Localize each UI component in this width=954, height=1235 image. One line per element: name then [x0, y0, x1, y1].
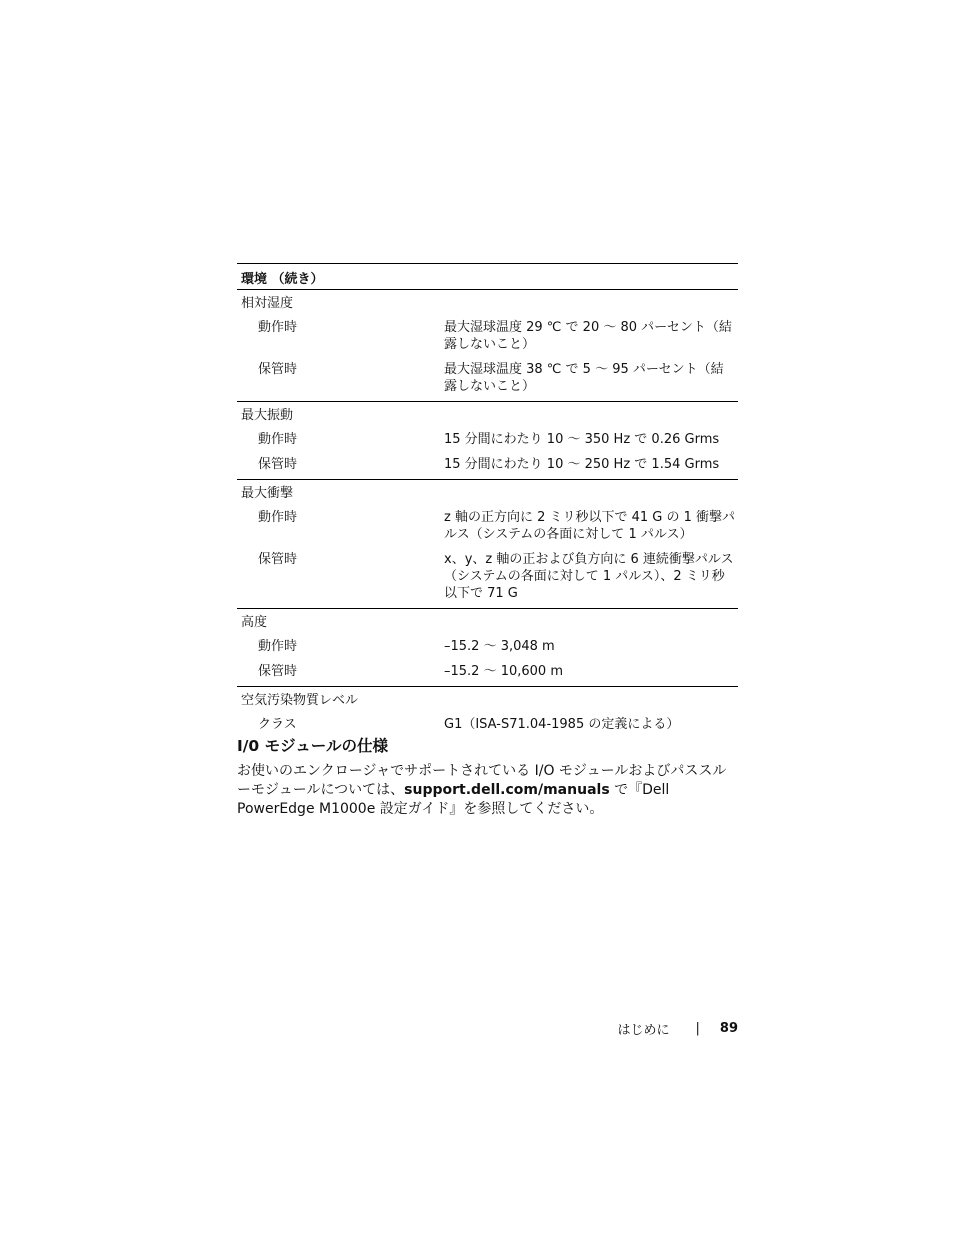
row-label: 動作時: [258, 320, 298, 335]
row-value: 15 分間にわたり 10 ～ 250 Hz で 1.54 Grms: [444, 457, 720, 472]
table-row: [237, 634, 738, 659]
group-title: 高度: [241, 615, 268, 630]
group-title: 最大衝撃: [241, 486, 294, 501]
row-label: 動作時: [258, 432, 298, 447]
row-label: 保管時: [258, 552, 298, 567]
table-group-altitude: [237, 609, 738, 687]
io-module-section: [237, 736, 739, 819]
row-value: 15 分間にわたり 10 ～ 350 Hz で 0.26 Grms: [444, 432, 720, 447]
table-header: 環境 （続き）: [237, 264, 738, 290]
footer-separator: |: [695, 1021, 700, 1036]
table-group-shock: [237, 480, 738, 609]
environment-table: [237, 263, 738, 739]
group-title: 最大振動: [241, 408, 294, 423]
table-group-airborne-contaminants: [237, 687, 738, 739]
support-url: support.dell.com/manuals: [404, 782, 610, 798]
row-label: 動作時: [258, 639, 298, 654]
table-row: [237, 452, 738, 477]
row-value: 最大湿球温度 38 ℃ で 5 ～ 95 パーセント（結露しないこと）: [444, 362, 724, 394]
footer-chapter: はじめに: [617, 1023, 670, 1038]
row-value: –15.2 ～ 3,048 m: [444, 639, 555, 654]
table-row: [237, 427, 738, 452]
row-label: 保管時: [258, 362, 298, 377]
row-value: x、y、z 軸の正および負方向に 6 連続衝撃パルス（システムの各面に対して 1 パルス）、2 ミリ秒以下で 71 G: [444, 552, 734, 601]
body-text-part1: お使いのエンクロージャでサポートされている I/O モジュールおよびパススルーモジュールについては、: [237, 763, 727, 798]
row-label: 動作時: [258, 510, 298, 525]
table-row: [237, 712, 738, 737]
group-title: 相対湿度: [241, 296, 294, 311]
table-row: [237, 315, 738, 357]
group-title: 空気汚染物質レベル: [241, 693, 359, 708]
table-group-vibration: [237, 402, 738, 480]
row-label: 保管時: [258, 457, 298, 472]
table-row: [237, 659, 738, 684]
table-row: [237, 357, 738, 399]
section-heading: I/0 モジュールの仕様: [237, 737, 388, 755]
section-body: [237, 762, 739, 819]
row-label: クラス: [258, 717, 297, 732]
row-label: 保管時: [258, 664, 298, 679]
table-row: [237, 505, 738, 547]
page-footer: [600, 1019, 738, 1038]
row-value: 最大湿球温度 29 ℃ で 20 ～ 80 パーセント（結露しないこと）: [444, 320, 732, 352]
page-number: 89: [719, 1021, 738, 1036]
table-row: [237, 547, 738, 606]
body-text-part2: で『Dell PowerEdge M1000e 設定ガイド』を参照してください。: [237, 782, 670, 817]
row-value: z 軸の正方向に 2 ミリ秒以下で 41 G の 1 衝撃パルス（システムの各面に対して 1 パルス）: [444, 510, 736, 542]
row-value: –15.2 ～ 10,600 m: [444, 664, 563, 679]
table-group-humidity: [237, 290, 738, 402]
row-value: G1（ISA-S71.04-1985 の定義による）: [444, 717, 680, 732]
